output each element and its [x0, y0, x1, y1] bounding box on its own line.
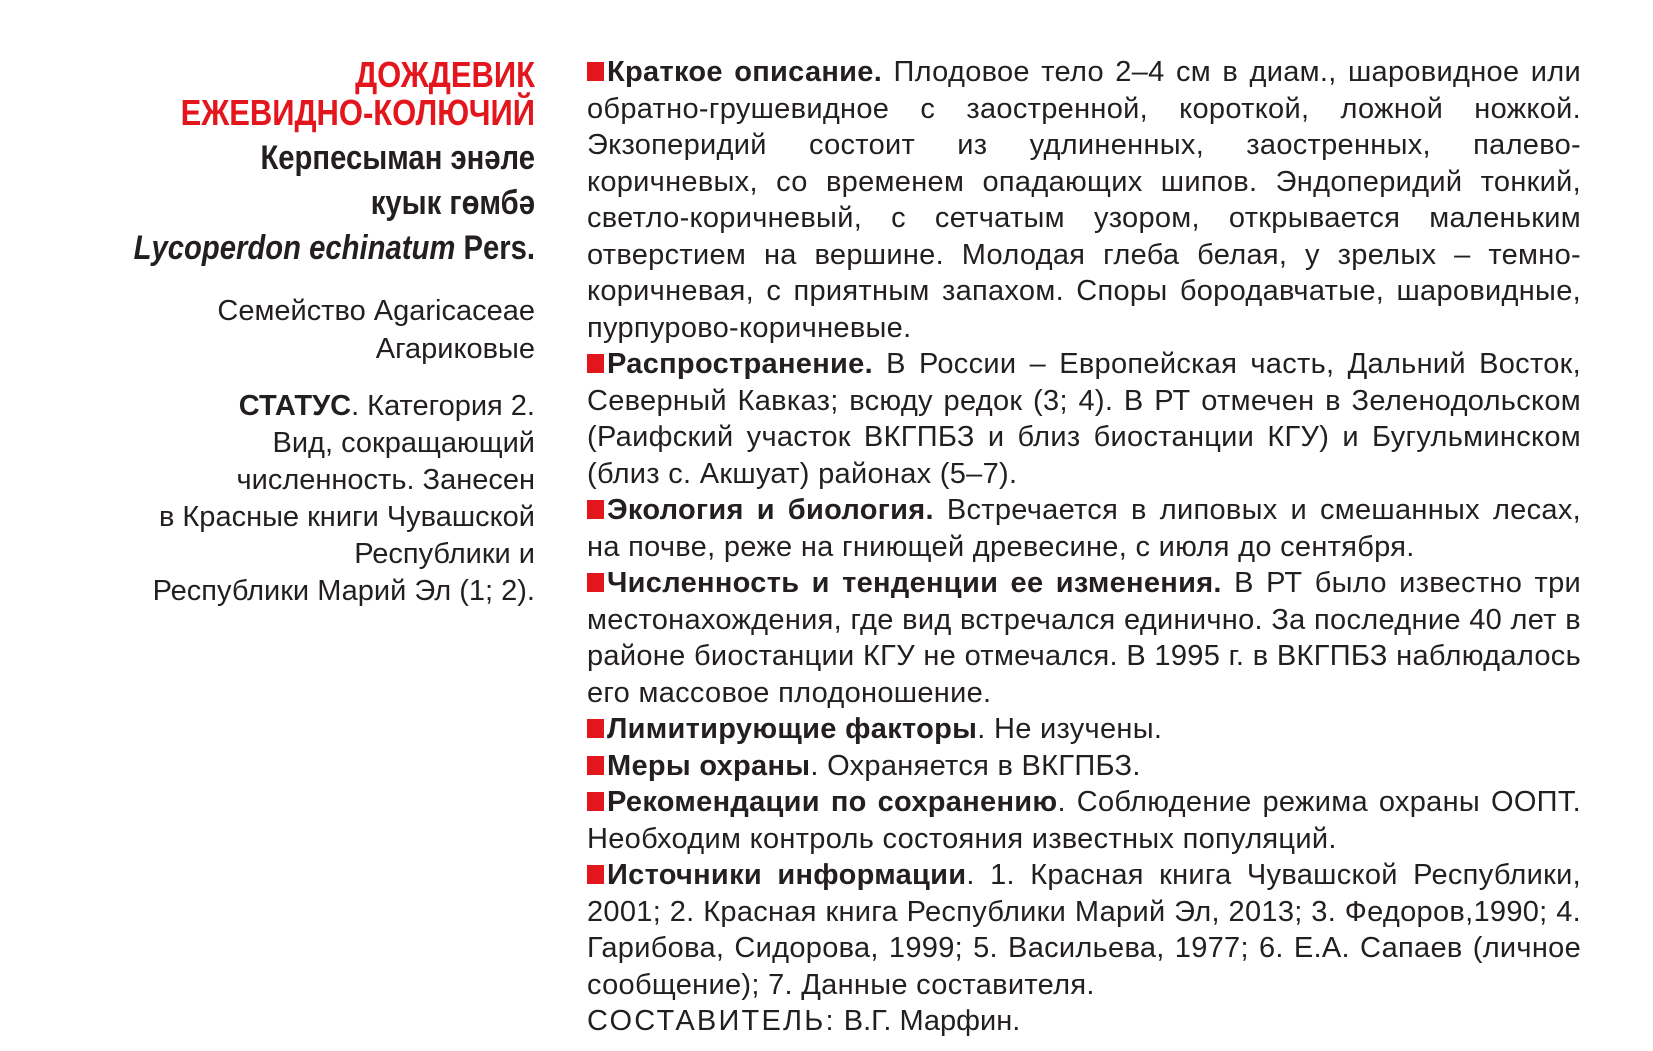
- status-line-6: Республики Марий Эл (1; 2).: [152, 575, 535, 607]
- section-heading: Меры охраны: [607, 749, 811, 782]
- section-abundance: [587, 565, 1581, 711]
- section-heading: Лимитирующие факторы: [607, 713, 978, 745]
- status-line-3: численность. Занесен: [236, 464, 535, 496]
- family-russian: Агариковые: [375, 333, 535, 365]
- section-heading: Краткое описание.: [607, 56, 883, 88]
- status-label: СТАТУС: [238, 390, 352, 422]
- tatar-title: [127, 136, 536, 226]
- section-protection: [587, 748, 1581, 785]
- section-text: . Охраняется в ВКГПБЗ.: [810, 749, 1141, 782]
- latin-title: [127, 226, 536, 270]
- section-text: В РТ было известно три местонахождения, где вид встречался единично. За последние 40 лет в районе биостанции КГУ не отмечался. В 1995 г. в ВКГПБЗ наблюдалось его массовое плодоношение.: [587, 567, 1581, 709]
- family-block: [60, 292, 535, 368]
- status-line-5: Республики и: [354, 538, 535, 570]
- russian-title: [127, 56, 536, 132]
- section-heading: Распространение.: [607, 348, 873, 380]
- author-label: СОСТАВИТЕЛЬ:: [587, 1005, 836, 1037]
- section-text: . Соблюдение режима охраны ООПТ. Необходим контроль состояния известных популяций.: [587, 786, 1581, 855]
- family-latin: Семейство Agaricaceae: [217, 295, 535, 327]
- red-square-marker: [587, 792, 604, 811]
- status-line-1: [60, 388, 535, 425]
- russian-title-line-1: ДОЖДЕВИК: [355, 54, 535, 95]
- section-heading: Экология и биология.: [607, 494, 934, 526]
- red-square-marker: [587, 756, 604, 775]
- article-body: [587, 54, 1581, 1040]
- tatar-title-line-1: Керпесыман энәле: [260, 139, 535, 177]
- red-square-marker: [587, 719, 604, 738]
- latin-author: Pers.: [455, 229, 535, 267]
- red-square-marker: [587, 865, 604, 884]
- red-square-marker: [587, 354, 604, 373]
- section-limiting-factors: [587, 711, 1581, 748]
- section-ecology: [587, 492, 1581, 565]
- red-square-marker: [587, 500, 604, 519]
- section-heading: Численность и тенденции ее изменения.: [607, 567, 1222, 599]
- red-square-marker: [587, 62, 604, 81]
- author-name: В.Г. Марфин.: [835, 1005, 1021, 1037]
- section-text: Встречается в липовых и смешанных лесах, на почве, реже на гниющей древесине, с июля до сентября.: [587, 494, 1581, 563]
- status-line-4: в Красные книги Чувашской: [158, 501, 535, 533]
- section-description: [587, 54, 1581, 346]
- tatar-title-line-2: куык гөмбә: [370, 184, 535, 222]
- section-sources: [587, 857, 1581, 1003]
- section-heading: Источники информации: [607, 859, 967, 891]
- status-block: [60, 388, 535, 610]
- section-text: . Не изучены.: [977, 713, 1163, 745]
- author-line: [587, 1003, 1581, 1040]
- section-text: Плодовое тело 2–4 см в диам., шаровидное или обратно-грушевидное с заостренной, короткой, ложной ножкой. Экзоперидий состоит из удлиненных, заостренных, палево-коричневых, со временем опадающих шипов. Эндоперидий тонкий, светло-коричневый, с сетчатым узором, открывается маленьким отверстием на вершине. Молодая глеба белая, у зрелых – темно-коричневая, с приятным запахом. Споры бородавчатые, шаровидные, пурпурово-коричневые.: [587, 56, 1581, 344]
- latin-name: Lycoperdon echinatum: [133, 229, 456, 267]
- section-recommendations: [587, 784, 1581, 857]
- russian-title-line-2: ЕЖЕВИДНО-КОЛЮЧИЙ: [180, 92, 535, 133]
- status-line-2: Вид, сокращающий: [272, 427, 535, 459]
- section-text: . 1. Красная книга Чувашской Республики, 2001; 2. Красная книга Республики Марий Эл, 2013; 3. Федоров,1990; 4. Гарибова, Сидорова, 1999; 5. Васильева, 1977; 6. Е.А. Сапаев (личное сообщение); 7. Данные составителя.: [587, 859, 1581, 1001]
- section-heading: Рекомендации по сохранению: [607, 786, 1058, 818]
- section-distribution: [587, 346, 1581, 492]
- red-square-marker: [587, 573, 604, 592]
- status-category: . Категория 2.: [351, 390, 535, 422]
- section-text: В России – Европейская часть, Дальний Восток, Северный Кавказ; всюду редок (3; 4). В РТ отмечен в Зеленодольском (Раифский участок ВКГПБЗ и близ биостанции КГУ) и Бугульминском (близ с. Акшуат) районах (5–7).: [587, 348, 1581, 490]
- species-header: [60, 56, 535, 610]
